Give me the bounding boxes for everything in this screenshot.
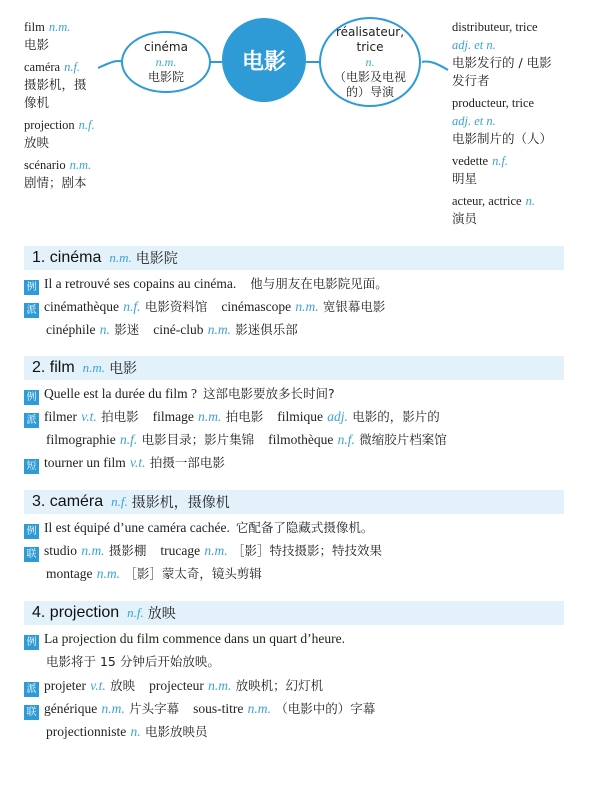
entry-word: film xyxy=(24,20,45,34)
derived-line xyxy=(24,676,323,697)
item-pos: n.m. xyxy=(207,322,231,337)
entry-head xyxy=(24,58,124,76)
entry-head xyxy=(452,94,602,112)
entry-pos: n.f. xyxy=(64,60,81,74)
entry-word: producteur, trice xyxy=(452,96,535,110)
example-fr: Quelle est la durée du film ? xyxy=(44,386,197,401)
item-pos: n. xyxy=(99,322,110,337)
vocab-entry xyxy=(24,116,124,152)
entry-word: scénario xyxy=(24,158,66,172)
entry-head xyxy=(24,18,124,36)
entry-meaning: 电影 xyxy=(24,37,50,52)
right-bubble-word1: réalisateur, xyxy=(335,25,405,39)
item-word: cinéphile xyxy=(46,322,96,337)
item-pos: n. xyxy=(130,724,141,739)
entry-meaning: 剧情；剧本 xyxy=(24,175,87,190)
item-word: cinémascope xyxy=(221,299,292,314)
item-pos: n.f. xyxy=(123,299,141,314)
item-pos: n.m. xyxy=(204,543,228,558)
item-pos: n.m. xyxy=(295,299,319,314)
item-word: ciné-club xyxy=(153,322,204,337)
item-pos: v.t. xyxy=(90,678,106,693)
item-pos: n.m. xyxy=(247,701,271,716)
related-line xyxy=(46,722,207,742)
item-pos: n.m. xyxy=(198,409,222,424)
item-word: filmer xyxy=(44,409,77,424)
derived-tag: 派 xyxy=(24,303,39,318)
left-entries xyxy=(24,18,124,196)
entry-meaning: 演员 xyxy=(452,211,478,226)
right-bubble-word2: trice xyxy=(356,40,384,54)
entry-pos-line xyxy=(452,112,602,130)
vocab-entry xyxy=(24,156,124,192)
related-line xyxy=(46,564,262,584)
entry-pos: adj. et n. xyxy=(452,114,496,128)
entry-head xyxy=(452,192,602,210)
example-fr: La projection du film commence dans un quart d’heure. xyxy=(44,631,346,646)
example-tag: 例 xyxy=(24,524,39,539)
item-meaning: 放映 xyxy=(110,678,136,693)
derived-line xyxy=(46,430,447,450)
example-line xyxy=(24,274,388,295)
item-word: projecteur xyxy=(149,678,204,693)
item-pos: n.m. xyxy=(81,543,105,558)
example-line xyxy=(24,518,373,539)
section-title: 2. film xyxy=(32,359,75,376)
item-word: générique xyxy=(44,701,98,716)
section-pos: n.f. xyxy=(127,605,144,620)
entry-head xyxy=(24,156,124,174)
item-pos: n.m. xyxy=(96,566,121,581)
item-word: trucage xyxy=(160,543,201,558)
left-bubble-pos: n.m. xyxy=(155,55,177,69)
item-meaning: 宽银幕电影 xyxy=(322,299,386,314)
left-bubble-meaning: 电影院 xyxy=(147,70,184,84)
item-meaning: 片头字幕 xyxy=(129,701,180,716)
derived-line xyxy=(24,407,440,428)
right-bubble xyxy=(320,25,420,100)
section-4-header xyxy=(24,601,564,625)
item-meaning: 拍摄一部电影 xyxy=(149,455,225,470)
item-meaning: （电影中的）字幕 xyxy=(275,701,376,716)
entry-head xyxy=(452,152,602,170)
item-meaning: 摄影棚 xyxy=(108,543,147,558)
entry-meaning-cont: 像机 xyxy=(24,95,50,110)
item-pos: n.f. xyxy=(337,432,355,447)
phrase-tag: 短 xyxy=(24,459,39,474)
example-fr: Il est équipé d’une caméra cachée. xyxy=(44,520,230,535)
entry-pos: n.m. xyxy=(69,158,92,172)
related-tag: 联 xyxy=(24,705,39,720)
center-word: 电影 xyxy=(241,50,286,75)
entry-head xyxy=(24,116,124,134)
item-pos: v.t. xyxy=(130,455,146,470)
right-bubble-pos: n. xyxy=(365,55,375,69)
entry-pos: n. xyxy=(525,194,535,208)
item-word: filmothèque xyxy=(268,432,334,447)
entry-word: acteur, actrice xyxy=(452,194,522,208)
example-tag: 例 xyxy=(24,280,39,295)
related-line xyxy=(24,541,382,562)
related-line xyxy=(24,699,375,720)
entry-meaning: 明星 xyxy=(452,171,478,186)
vocab-entry xyxy=(452,94,602,148)
item-word: projeter xyxy=(44,678,86,693)
example-fr: Il a retrouvé ses copains au cinéma. xyxy=(44,276,237,291)
related-tag: 联 xyxy=(24,547,39,562)
entry-word: projection xyxy=(24,118,75,132)
entry-pos: n.f. xyxy=(492,154,509,168)
entry-meaning: 放映 xyxy=(24,135,50,150)
item-word: filmographie xyxy=(46,432,116,447)
item-meaning: 放映机；幻灯机 xyxy=(235,678,324,693)
item-word: filmage xyxy=(152,409,194,424)
vocab-entry xyxy=(452,192,602,228)
entry-pos: adj. et n. xyxy=(452,38,496,52)
section-pos: n.m. xyxy=(82,360,106,375)
derived-line xyxy=(46,320,298,340)
section-title: 3. caméra xyxy=(32,493,104,510)
item-pos: n.m. xyxy=(101,701,125,716)
entry-head xyxy=(452,18,602,36)
derived-tag: 派 xyxy=(24,682,39,697)
section-meaning: 电影院 xyxy=(135,251,178,267)
example-zh-line xyxy=(46,652,220,672)
item-meaning: 微缩胶片档案馆 xyxy=(359,432,447,447)
item-word: tourner un film xyxy=(44,455,126,470)
right-bubble-meaning1: （电影及电视 xyxy=(333,70,406,84)
vocab-entry xyxy=(452,18,602,90)
example-zh: 它配备了隐藏式摄像机。 xyxy=(235,520,374,535)
connector-right xyxy=(422,61,448,70)
item-pos: adj. xyxy=(327,409,348,424)
item-word: montage xyxy=(46,566,93,581)
vocab-entry xyxy=(24,58,124,112)
derived-line xyxy=(24,297,385,318)
item-meaning: 影迷俱乐部 xyxy=(235,322,298,337)
item-meaning: 影迷 xyxy=(114,322,140,337)
section-pos: n.m. xyxy=(109,250,132,265)
entry-meaning-cont: 发行者 xyxy=(452,73,490,88)
derived-tag: 派 xyxy=(24,413,39,428)
section-3-header xyxy=(24,490,564,514)
section-pos: n.f. xyxy=(111,494,128,509)
example-line xyxy=(24,384,335,405)
item-meaning: 拍电影 xyxy=(101,409,139,424)
item-meaning: 电影的，影片的 xyxy=(352,409,440,424)
example-tag: 例 xyxy=(24,390,39,405)
section-1-header xyxy=(24,246,564,270)
right-bubble-meaning2: 的）导演 xyxy=(345,85,394,99)
right-entries xyxy=(452,18,602,232)
entry-pos-line xyxy=(452,36,602,54)
section-meaning: 电影 xyxy=(109,361,138,377)
example-tag: 例 xyxy=(24,635,39,650)
section-title: 4. projection xyxy=(32,604,120,621)
item-meaning: 电影目录；影片集锦 xyxy=(141,432,255,447)
left-bubble-word: cinéma xyxy=(144,40,188,54)
vocab-entry xyxy=(452,152,602,188)
entry-meaning: 电影发行的 / 电影 xyxy=(452,55,552,70)
phrase-line xyxy=(24,453,225,474)
section-meaning: 摄影机，摄像机 xyxy=(131,495,230,511)
entry-word: distributeur, trice xyxy=(452,20,538,34)
item-word: studio xyxy=(44,543,78,558)
item-pos: v.t. xyxy=(81,409,97,424)
example-line xyxy=(24,629,345,650)
entry-pos: n.m. xyxy=(48,20,71,34)
vocab-entry xyxy=(24,18,124,54)
entry-meaning: 电影制片的（人） xyxy=(452,131,553,146)
section-2-header xyxy=(24,356,564,380)
item-word: filmique xyxy=(277,409,323,424)
left-bubble xyxy=(122,40,210,85)
item-meaning: ［影］蒙太奇，镜头剪辑 xyxy=(124,566,262,581)
item-word: sous-titre xyxy=(193,701,244,716)
item-meaning: 电影放映员 xyxy=(144,724,208,739)
section-meaning: 放映 xyxy=(147,606,176,622)
entry-word: vedette xyxy=(452,154,489,168)
item-meaning: ［影］特技摄影；特技效果 xyxy=(231,543,382,558)
section-title: 1. cinéma xyxy=(32,249,102,266)
entry-meaning: 摄影机，摄 xyxy=(24,77,87,92)
example-zh: 电影将于 15 分钟后开始放映。 xyxy=(46,654,220,669)
example-zh: 这部电影要放多长时间? xyxy=(202,386,335,401)
item-word: projectionniste xyxy=(46,724,127,739)
item-meaning: 电影资料馆 xyxy=(144,299,208,314)
item-pos: n.f. xyxy=(120,432,138,447)
item-meaning: 拍电影 xyxy=(225,409,264,424)
entry-pos: n.f. xyxy=(78,118,95,132)
example-zh: 他与朋友在电影院见面。 xyxy=(250,276,388,291)
item-word: cinémathèque xyxy=(44,299,119,314)
item-pos: n.m. xyxy=(208,678,232,693)
entry-word: caméra xyxy=(24,60,61,74)
